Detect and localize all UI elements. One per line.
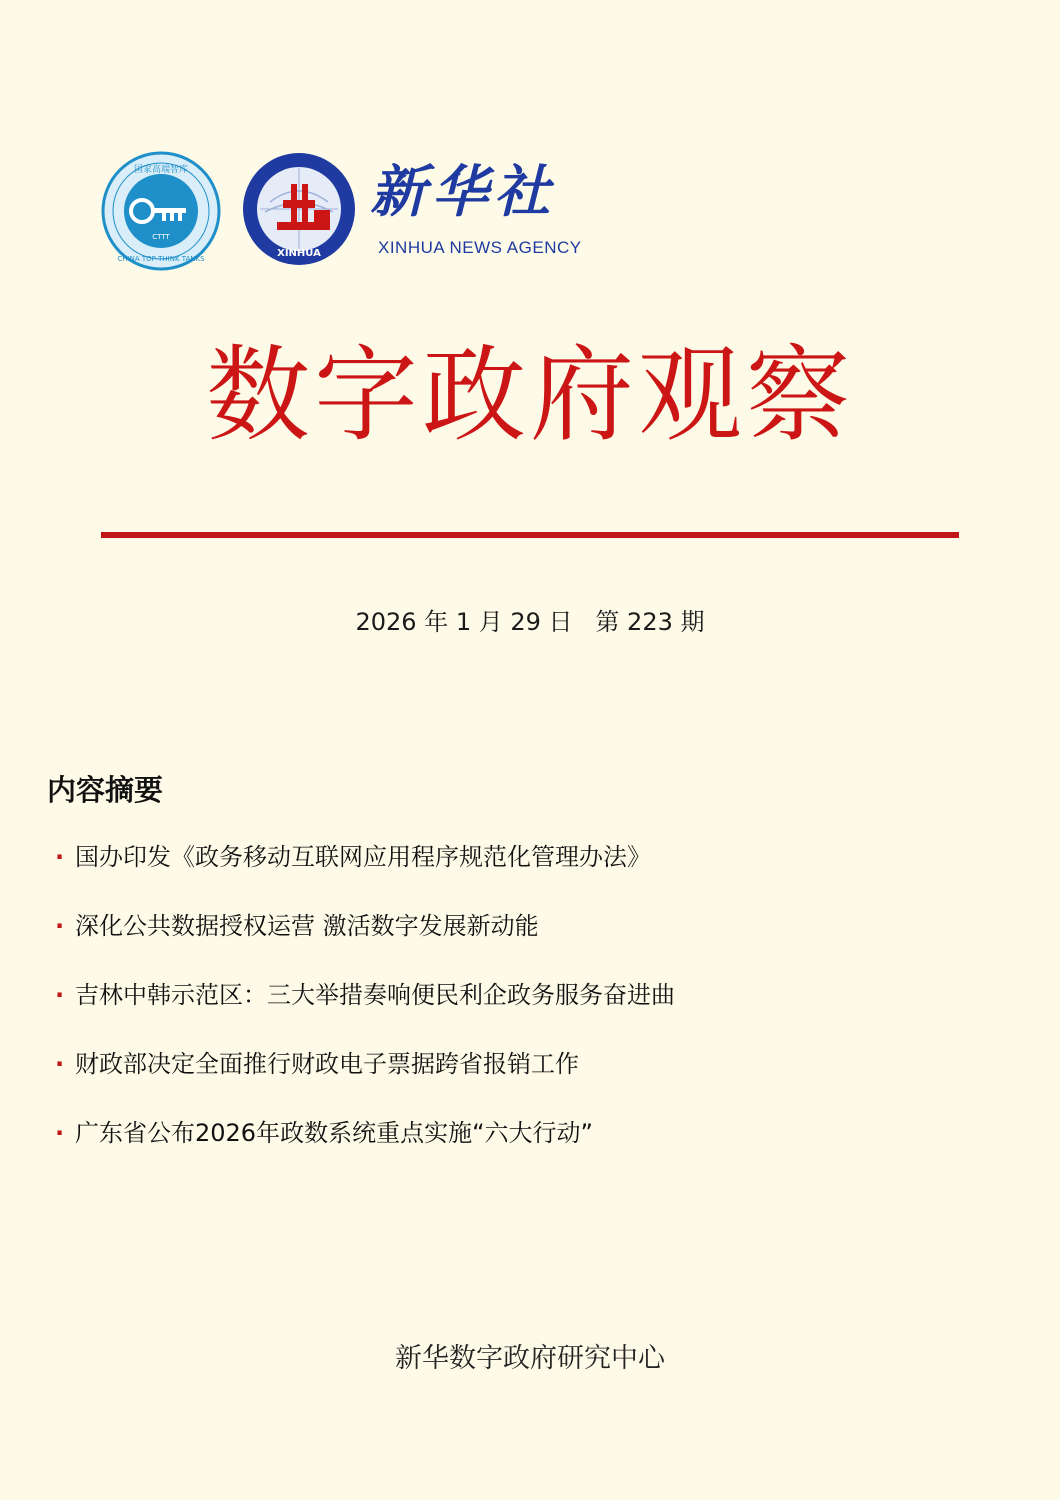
publication-title: 数字政府观察: [205, 334, 854, 456]
xinhua-ring-text: XINHUA: [277, 248, 321, 259]
bullet-icon: ·: [55, 1050, 65, 1078]
summary-list: [55, 838, 675, 1183]
thinktank-badge-text: CTTT: [152, 233, 170, 241]
summary-item: [55, 1114, 675, 1183]
bullet-icon: ·: [55, 912, 65, 940]
summary-item-text: 吉林中韩示范区：三大举措奏响便民利企政务服务奋进曲: [75, 981, 675, 1009]
summary-item: [55, 838, 675, 907]
bullet-icon: ·: [55, 843, 65, 871]
issue-date: 2026 年 1 月 29 日: [355, 608, 573, 636]
issue-info: [0, 602, 1060, 637]
summary-item-text: 国办印发《政务移动互联网应用程序规范化管理办法》: [75, 843, 651, 871]
summary-item-text: 财政部决定全面推行财政电子票据跨省报销工作: [75, 1050, 579, 1078]
xinhua-name-cn: 新华社: [370, 159, 556, 225]
summary-item: [55, 976, 675, 1045]
thinktank-cn-text: 国家高端智库: [133, 165, 189, 175]
title-divider: [101, 532, 959, 538]
xinhua-emblem-icon: [240, 150, 358, 268]
summary-heading: 内容摘要: [47, 773, 164, 807]
bullet-icon: ·: [55, 981, 65, 1009]
header-logos: [100, 150, 620, 280]
issue-number: 第 223 期: [595, 608, 705, 636]
bullet-icon: ·: [55, 1119, 65, 1147]
summary-item: [55, 1045, 675, 1114]
china-top-think-tanks-logo-icon: [100, 150, 222, 272]
summary-item-text: 深化公共数据授权运营 激活数字发展新动能: [75, 912, 539, 940]
summary-item: [55, 907, 675, 976]
xinhua-name-en: XINHUA NEWS AGENCY: [378, 238, 582, 257]
summary-item-text: 广东省公布2026年政数系统重点实施“六大行动”: [75, 1119, 593, 1147]
publisher-footer: 新华数字政府研究中心: [395, 1343, 665, 1374]
thinktank-en-text: CHINA TOP THINK TANKS: [117, 255, 205, 263]
